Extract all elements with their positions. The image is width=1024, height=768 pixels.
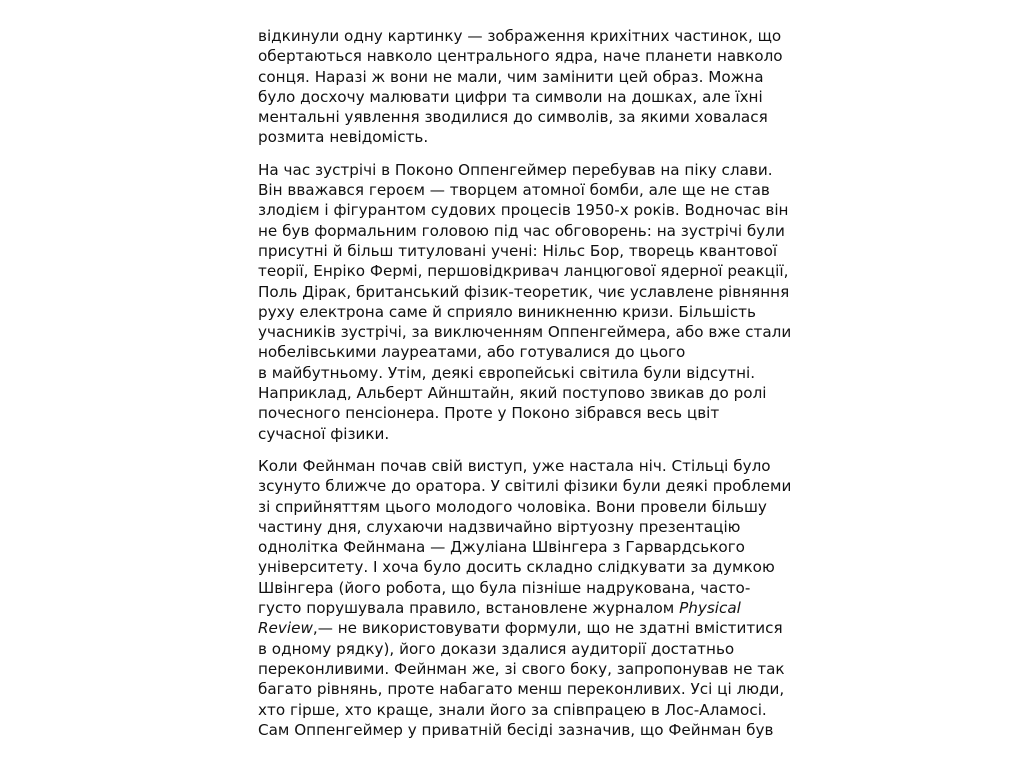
journal-title-italic: Review bbox=[258, 619, 313, 638]
text-line: в одному рядку), його докази здалися аудиторії достатньо bbox=[258, 639, 735, 658]
text-line: учасників зустрічі, за виключенням Оппенгеймера, або вже стали bbox=[258, 323, 792, 342]
text-line: нобелівськими лауреатами, або готувалися до цього bbox=[258, 343, 686, 362]
text-line: сонця. Наразі ж вони не мали, чим замінити цей образ. Можна bbox=[258, 67, 764, 86]
text-line: зі сприйняттям цього молодого чоловіка. Вони провели більшу bbox=[258, 497, 767, 516]
text-line: На час зустрічі в Поконо Оппенгеймер перебував на піку слави. bbox=[258, 160, 773, 179]
text-line: було досхочу малювати цифри та символи на дошках, але їхні bbox=[258, 87, 763, 106]
text-line: обертаються навколо центрального ядра, наче планети навколо bbox=[258, 47, 783, 66]
text-line: в майбутньому. Утім, деякі європейські світила були відсутні. bbox=[258, 363, 756, 382]
text-line: Він вважався героєм — творцем атомної бомби, але ще не став bbox=[258, 181, 770, 200]
journal-title-italic: Physical bbox=[679, 599, 741, 618]
text-line: багато рівнянь, проте набагато менш переконливих. Усі ці люди, bbox=[258, 680, 785, 699]
text-line: не був формальним головою під час обговорень: на зустрічі були bbox=[258, 221, 785, 240]
text-line: почесного пенсіонера. Проте у Поконо зібрався весь цвіт bbox=[258, 404, 720, 423]
text-line: присутні й більш титуловані учені: Нільс Бор, творець квантової bbox=[258, 241, 778, 260]
text-line: теорії, Енріко Фермі, першовідкривач ланцюгової ядерної реакції, bbox=[258, 262, 789, 281]
text-line: зсунуто ближче до оратора. У світилі фізики були деякі проблеми bbox=[258, 477, 792, 496]
text-line: сучасної фізики. bbox=[258, 424, 390, 443]
document-page bbox=[258, 26, 792, 740]
text-line bbox=[258, 618, 783, 638]
text-line bbox=[258, 598, 778, 618]
text-line: однолітка Фейнмана — Джуліана Швінгера з Гарвардського bbox=[258, 538, 745, 557]
text-line: злодієм і фігурантом судових процесів 1950-х років. Водночас він bbox=[258, 201, 789, 220]
paragraph bbox=[258, 26, 783, 148]
text-line: Поль Дірак, британський фізик-теоретик, чиє уславлене рівняння bbox=[258, 282, 790, 301]
text-line: хто гірше, хто краще, знали його за співпрацею в Лос-Аламосі. bbox=[258, 700, 767, 719]
text-line: відкинули одну картинку — зображення крихітних частинок, що bbox=[258, 27, 782, 45]
text-line: університету. І хоча було досить складно слідкувати за думкою bbox=[258, 558, 775, 577]
paragraph bbox=[258, 160, 792, 444]
text-line: руху електрона саме й сприяло виникненню кризи. Більшість bbox=[258, 302, 756, 321]
text-line: Швінгера (його робота, що була пізніше надрукована, часто- bbox=[258, 578, 751, 597]
text-line: частину дня, слухаючи надзвичайно віртуозну презентацію bbox=[258, 517, 741, 536]
text-line: Сам Оппенгеймер у приватній бесіді зазначив, що Фейнман був bbox=[258, 720, 774, 739]
text-line: Наприклад, Альберт Айнштайн, який поступово звикав до ролі bbox=[258, 384, 767, 403]
text-line: переконливими. Фейнман же, зі свого боку, запропонував не так bbox=[258, 659, 785, 678]
text-line: ментальні уявлення зводилися до символів, за якими ховалася bbox=[258, 108, 768, 127]
text-segment: ,— не використовувати формули, що не здатні вміститися bbox=[312, 619, 783, 638]
paragraph bbox=[258, 456, 792, 740]
text-segment: густо порушувала правило, встановлене журналом bbox=[258, 599, 680, 618]
text-line: Коли Фейнман почав свій виступ, уже настала ніч. Стільці було bbox=[258, 456, 771, 475]
text-line: розмита невідомість. bbox=[258, 128, 429, 147]
